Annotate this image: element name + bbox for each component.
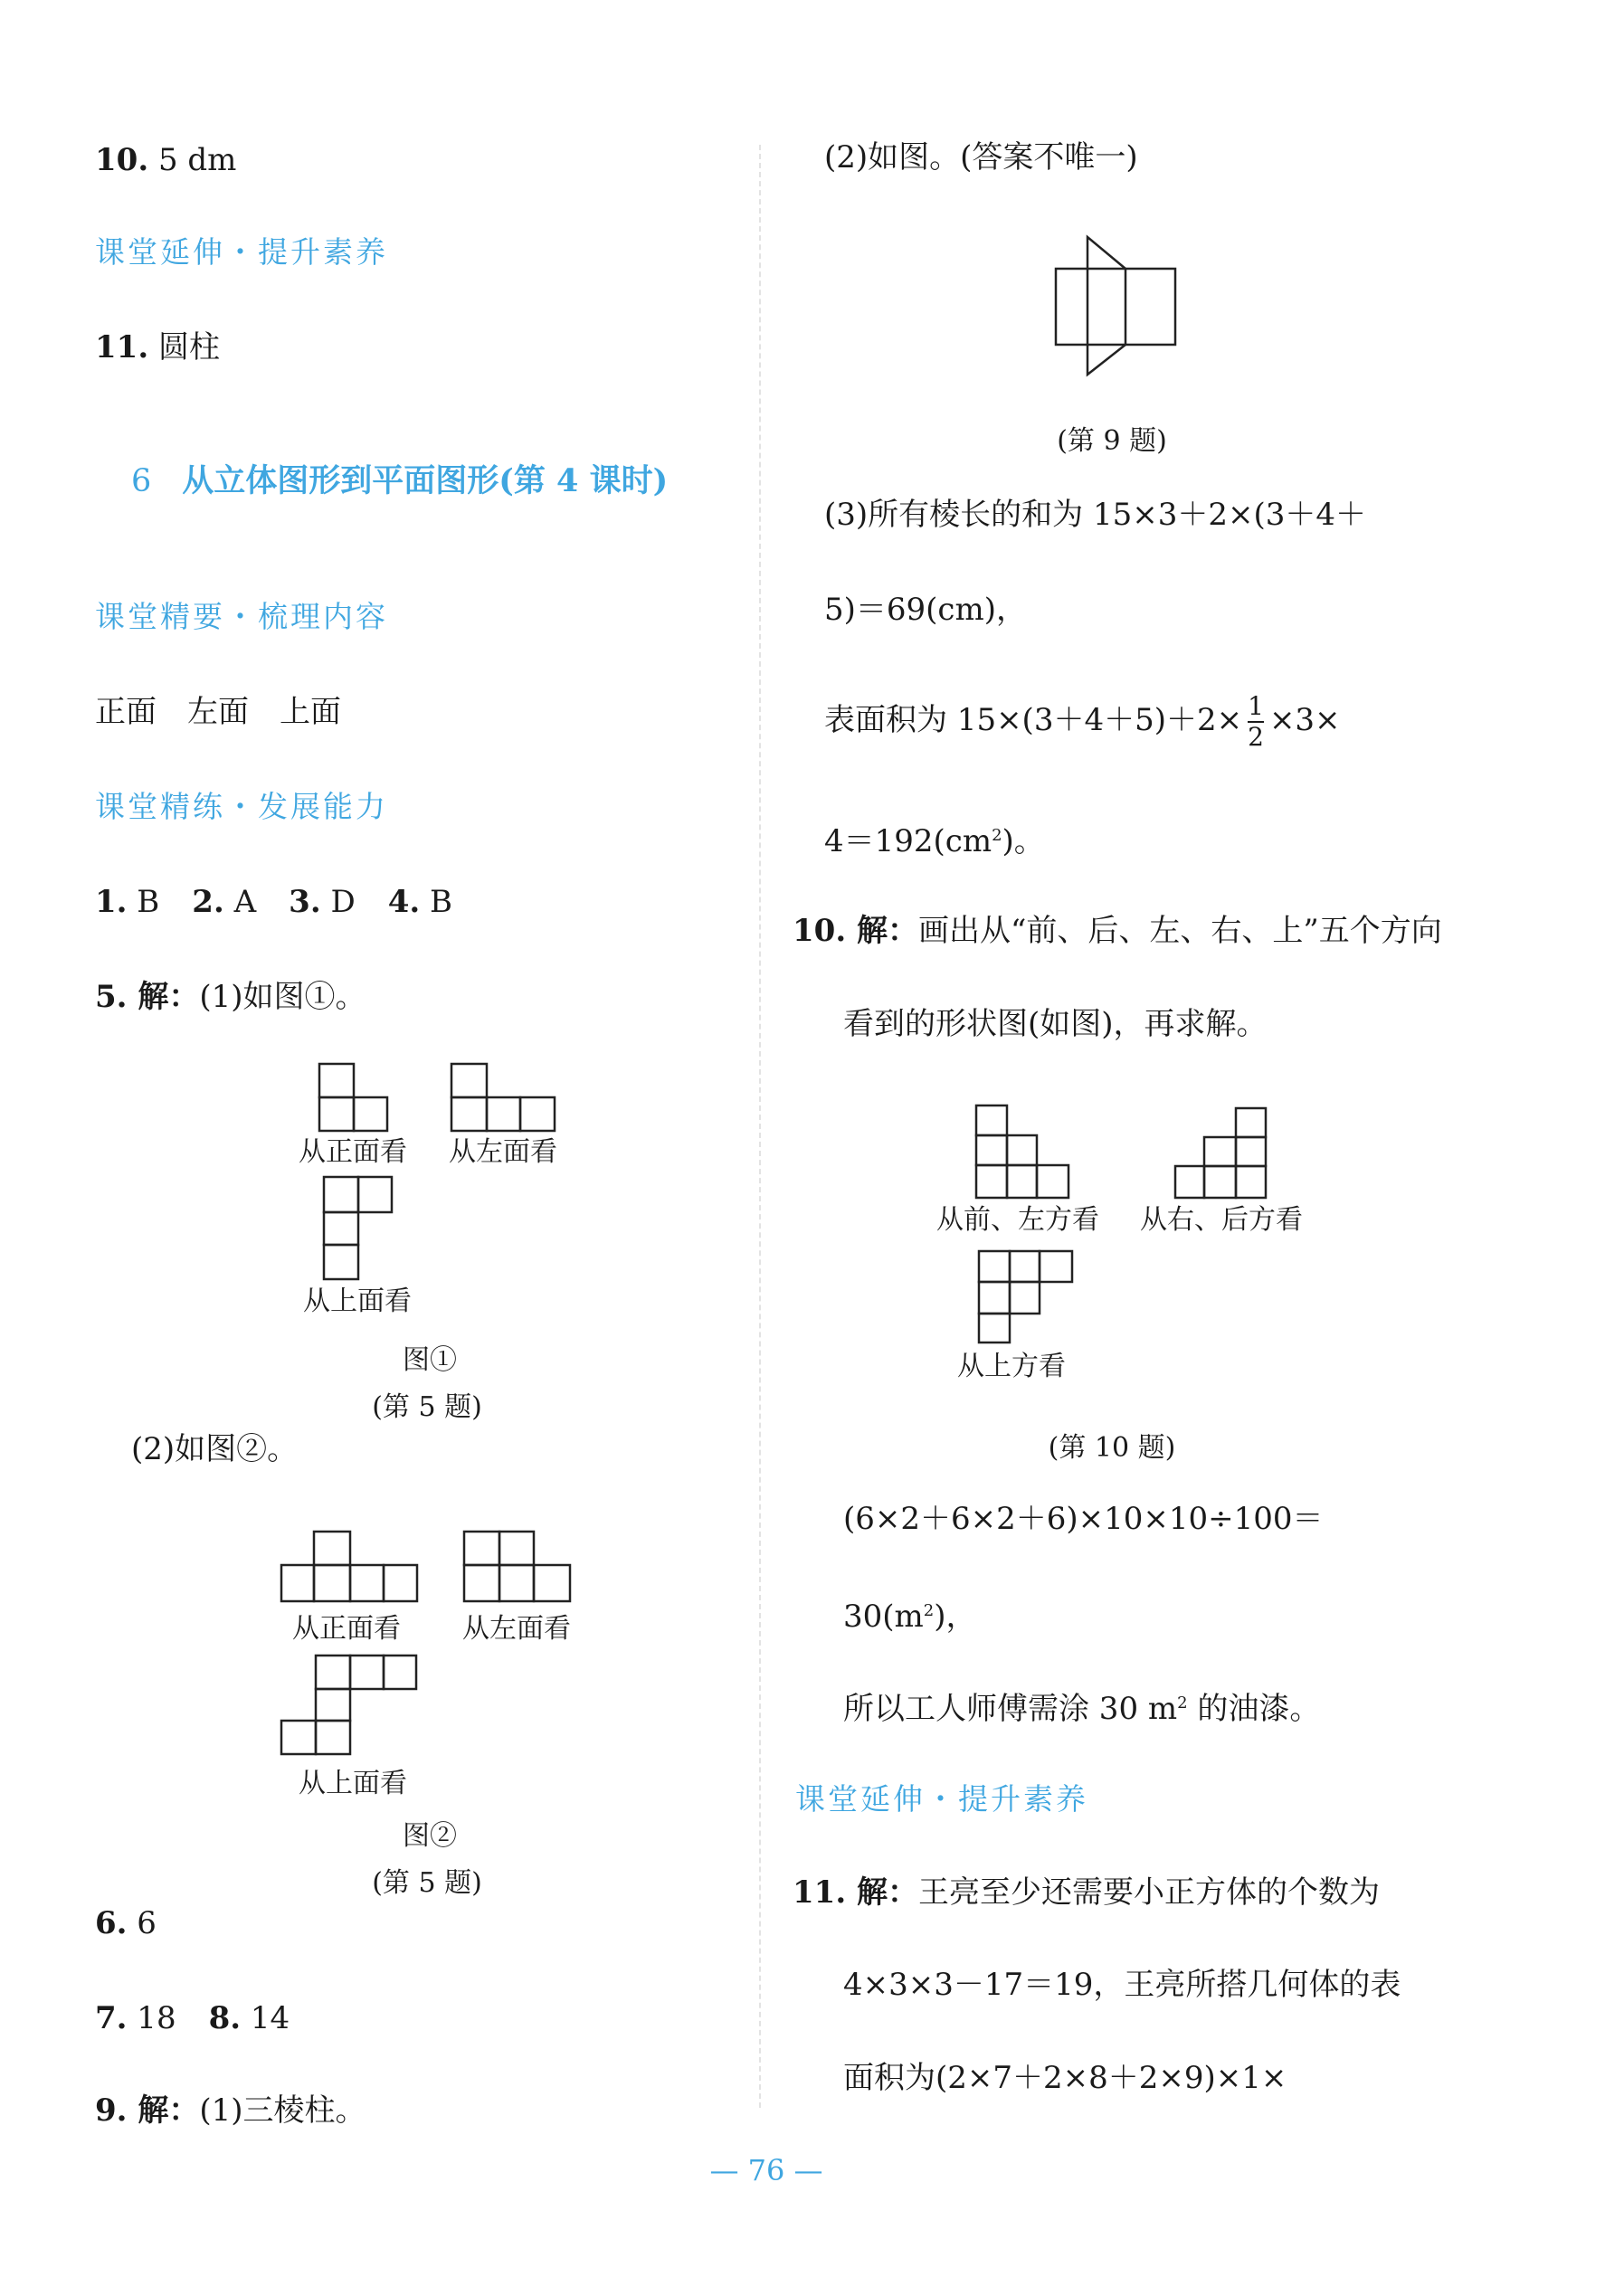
answer-6: 6. 6 — [95, 1905, 157, 1941]
page-number: — 76 — — [709, 2153, 823, 2187]
answer-11-line3: 面积为(2×7＋2×8＋2×9)×1× — [843, 2060, 1287, 2096]
answer-9-part3-line2: 5)＝69(cm)， — [824, 592, 1027, 628]
answer-9-part3-line3: 表面积为 15×(3＋4＋5)＋2× $\frac{1}{2}$ ×3× — [824, 691, 1341, 752]
fig1-top-view — [324, 1177, 392, 1279]
section-heading-practice: 课堂精练・发展能力 — [95, 789, 388, 824]
answer-11: 11. 圆柱 — [95, 329, 220, 365]
lesson-title: 6 从立体图形到平面图形(第 4 课时) — [131, 462, 669, 499]
answer-10-calc2: $30(m^2)$， — [843, 1599, 977, 1636]
answers-7-8: 7. 18 8. 14 — [95, 2000, 290, 2036]
answer-11-line2: 4×3×3－17＝19，王亮所搭几何体的表 — [843, 1967, 1401, 2003]
answer-9-part3-line4: $4=192(cm^2)$。 — [824, 823, 1045, 860]
answer-9: 9. 解：(1)三棱柱。 — [95, 2092, 366, 2129]
fig2-top-label: 从上面看 — [299, 1768, 407, 1799]
fig1-front-label: 从正面看 — [299, 1136, 407, 1168]
fig2-left-label: 从左面看 — [462, 1613, 571, 1645]
fig10-top-view — [979, 1251, 1072, 1342]
fig10-front-left-label: 从前、左方看 — [936, 1204, 1099, 1236]
fig1-left-view — [451, 1064, 555, 1131]
answer-5-part2: (2)如图②。 — [131, 1431, 299, 1467]
answer-10-right: 10. 解：画出从“前、后、左、右、上”五个方向 — [793, 913, 1442, 949]
fraction-one-half: $\frac{1}{2}$ — [1248, 691, 1264, 752]
fig10-right-back-label: 从右、后方看 — [1140, 1204, 1303, 1236]
fig1-name: 图① — [403, 1344, 457, 1376]
fig10-caption: (第 10 题) — [1048, 1432, 1176, 1464]
answer-10-line2: 看到的形状图(如图)，再求解。 — [843, 1006, 1268, 1042]
answer-faces: 正面 左面 上面 — [95, 694, 341, 730]
prism-net-figure — [1056, 237, 1175, 375]
answers-1-4: 1. B 2. A 3. D 4. B — [95, 884, 453, 920]
answer-5: 5. 解：(1)如图①。 — [95, 979, 366, 1015]
answer-10-conclusion: 所以工人师傅需涂 30 $m^2$ 的油漆。 — [843, 1691, 1321, 1728]
fig10-front-left-view — [976, 1105, 1068, 1198]
fig1-front-view — [319, 1064, 387, 1131]
fig2-caption: (第 5 题) — [372, 1867, 482, 1899]
fig10-top-label: 从上方看 — [957, 1351, 1066, 1382]
fig1-left-label: 从左面看 — [449, 1136, 557, 1168]
answer-10-calc1: (6×2＋6×2＋6)×10×10÷100＝ — [843, 1501, 1324, 1537]
section-heading-summary: 课堂精要・梳理内容 — [95, 599, 388, 634]
fig9-caption: (第 9 题) — [1057, 425, 1167, 457]
section-heading-extension-right: 课堂延伸・提升素养 — [795, 1781, 1088, 1817]
fig2-left-view — [464, 1532, 570, 1601]
fig2-top-view — [281, 1656, 416, 1754]
answer-9-part2: (2)如图。(答案不唯一) — [824, 139, 1138, 176]
answer-11-right: 11. 解：王亮至少还需要小正方体的个数为 — [793, 1874, 1380, 1911]
fig1-top-label: 从上面看 — [303, 1286, 412, 1317]
fig10-right-back-view — [1175, 1108, 1266, 1198]
fig2-front-label: 从正面看 — [292, 1613, 401, 1645]
answer-9-part3-line1: (3)所有棱长的和为 15×3＋2×(3＋4＋ — [824, 497, 1367, 533]
answer-10: 10. 5 dm — [95, 142, 237, 178]
fig2-front-view — [281, 1532, 417, 1601]
section-heading-extension: 课堂延伸・提升素养 — [95, 234, 388, 270]
fig1-caption: (第 5 题) — [372, 1391, 482, 1423]
fig2-name: 图② — [403, 1820, 457, 1852]
